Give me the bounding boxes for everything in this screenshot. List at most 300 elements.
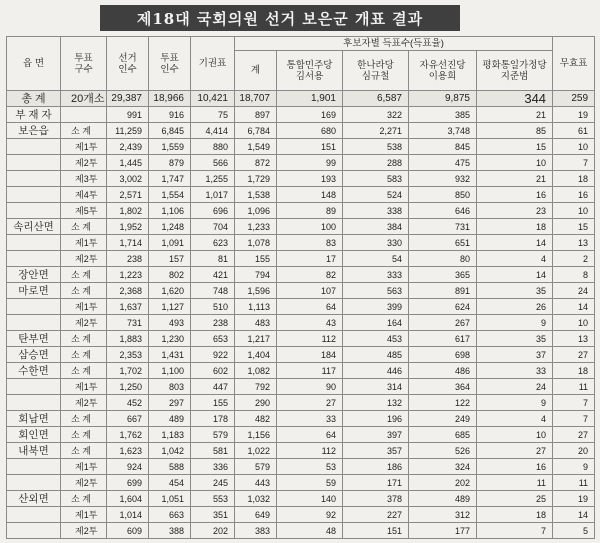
table-cell: 27	[477, 443, 553, 459]
table-cell: 731	[107, 315, 149, 331]
table-row	[7, 331, 595, 347]
table-cell: 164	[343, 315, 409, 331]
table-cell: 1,729	[235, 171, 277, 187]
table-cell	[7, 459, 61, 475]
table-cell: 510	[191, 299, 235, 315]
table-cell: 526	[409, 443, 477, 459]
table-cell: 1,404	[235, 347, 277, 363]
table-cell: 제2투	[61, 475, 107, 491]
table-row	[7, 427, 595, 443]
header-candidate-1: 통합민주당 김서용	[277, 51, 343, 91]
table-cell: 171	[343, 475, 409, 491]
table-cell: 259	[553, 91, 595, 107]
table-cell: 27	[553, 347, 595, 363]
table-cell: 1,604	[107, 491, 149, 507]
table-cell: 삼승면	[7, 347, 61, 363]
table-cell: 16	[477, 187, 553, 203]
table-cell: 112	[277, 443, 343, 459]
table-cell: 581	[191, 443, 235, 459]
table-cell: 37	[477, 347, 553, 363]
table-cell: 699	[107, 475, 149, 491]
table-cell: 891	[409, 283, 477, 299]
table-cell: 35	[477, 331, 553, 347]
table-row	[7, 459, 595, 475]
table-cell: 보은읍	[7, 123, 61, 139]
table-cell: 25	[477, 491, 553, 507]
table-cell: 169	[277, 107, 343, 123]
table-cell: 202	[409, 475, 477, 491]
table-cell: 748	[191, 283, 235, 299]
table-cell: 제5투	[61, 203, 107, 219]
table-cell: 155	[235, 251, 277, 267]
table-cell: 1,100	[149, 363, 191, 379]
table-cell: 마로면	[7, 283, 61, 299]
table-cell: 18	[477, 219, 553, 235]
table-cell: 7	[553, 411, 595, 427]
table-row	[7, 171, 595, 187]
table-cell: 112	[277, 331, 343, 347]
table-cell	[7, 235, 61, 251]
table-cell: 1,445	[107, 155, 149, 171]
table-row	[7, 91, 595, 107]
table-cell: 17	[277, 251, 343, 267]
table-cell: 485	[343, 347, 409, 363]
header-electors: 선거 인수	[107, 37, 149, 91]
table-cell: 13	[553, 331, 595, 347]
table-cell: 90	[277, 379, 343, 395]
table-row	[7, 443, 595, 459]
table-cell: 27	[553, 427, 595, 443]
table-cell: 802	[149, 267, 191, 283]
table-body	[7, 91, 595, 539]
table-cell	[61, 107, 107, 123]
table-cell: 151	[277, 139, 343, 155]
table-cell: 680	[277, 123, 343, 139]
table-cell	[7, 523, 61, 539]
table-header	[7, 37, 595, 91]
header-area: 읍 면	[7, 37, 61, 91]
table-cell: 27	[277, 395, 343, 411]
table-cell: 1,183	[149, 427, 191, 443]
header-total: 계	[235, 51, 277, 91]
table-cell: 238	[191, 315, 235, 331]
table-cell: 15	[477, 139, 553, 155]
table-row	[7, 251, 595, 267]
header-candidate-3: 자유선진당 이용희	[409, 51, 477, 91]
table-cell	[7, 251, 61, 267]
table-cell: 245	[191, 475, 235, 491]
table-cell: 18	[553, 171, 595, 187]
table-cell	[7, 139, 61, 155]
table-cell: 21	[477, 107, 553, 123]
table-cell: 524	[343, 187, 409, 203]
table-cell: 193	[277, 171, 343, 187]
table-cell: 소 계	[61, 219, 107, 235]
table-cell: 소 계	[61, 331, 107, 347]
table-cell: 소 계	[61, 443, 107, 459]
table-cell: 10,421	[191, 91, 235, 107]
table-row	[7, 363, 595, 379]
table-cell: 1,623	[107, 443, 149, 459]
table-cell: 1,559	[149, 139, 191, 155]
table-cell	[7, 395, 61, 411]
table-cell: 579	[235, 459, 277, 475]
table-cell: 397	[343, 427, 409, 443]
table-cell: 14	[477, 267, 553, 283]
table-cell: 238	[107, 251, 149, 267]
table-cell: 267	[409, 315, 477, 331]
table-cell: 소 계	[61, 491, 107, 507]
table-cell: 1,091	[149, 235, 191, 251]
table-cell: 538	[343, 139, 409, 155]
table-cell: 117	[277, 363, 343, 379]
table-cell: 1,538	[235, 187, 277, 203]
table-cell: 18,707	[235, 91, 277, 107]
table-cell: 696	[191, 203, 235, 219]
table-cell: 10	[553, 139, 595, 155]
table-cell: 653	[191, 331, 235, 347]
table-cell: 4,414	[191, 123, 235, 139]
table-row	[7, 283, 595, 299]
table-cell: 제2투	[61, 315, 107, 331]
table-cell: 731	[409, 219, 477, 235]
table-cell: 1,549	[235, 139, 277, 155]
table-cell: 9	[553, 459, 595, 475]
table-cell: 845	[409, 139, 477, 155]
table-cell: 140	[277, 491, 343, 507]
table-cell: 11,259	[107, 123, 149, 139]
table-cell: 7	[553, 155, 595, 171]
table-cell: 357	[343, 443, 409, 459]
table-cell: 64	[277, 427, 343, 443]
table-cell: 제1투	[61, 379, 107, 395]
table-cell: 99	[277, 155, 343, 171]
table-cell: 제2투	[61, 523, 107, 539]
table-cell: 553	[191, 491, 235, 507]
table-cell: 10	[553, 315, 595, 331]
table-cell: 61	[553, 123, 595, 139]
table-row	[7, 139, 595, 155]
table-cell: 794	[235, 267, 277, 283]
table-cell: 107	[277, 283, 343, 299]
table-cell: 579	[191, 427, 235, 443]
table-cell: 385	[409, 107, 477, 123]
table-cell: 646	[409, 203, 477, 219]
table-cell: 29,387	[107, 91, 149, 107]
table-cell: 8	[553, 267, 595, 283]
table-cell: 24	[553, 283, 595, 299]
table-cell: 제4투	[61, 187, 107, 203]
table-cell: 1,637	[107, 299, 149, 315]
table-cell: 2	[553, 251, 595, 267]
table-cell: 186	[343, 459, 409, 475]
table-cell: 1,032	[235, 491, 277, 507]
table-cell: 685	[409, 427, 477, 443]
table-cell: 483	[235, 315, 277, 331]
table-cell: 378	[343, 491, 409, 507]
table-cell: 33	[277, 411, 343, 427]
table-cell: 1,230	[149, 331, 191, 347]
table-cell: 1,017	[191, 187, 235, 203]
table-cell: 486	[409, 363, 477, 379]
table-cell: 872	[235, 155, 277, 171]
table-cell: 53	[277, 459, 343, 475]
table-cell: 399	[343, 299, 409, 315]
table-cell: 155	[191, 395, 235, 411]
header-candidate-group: 후보자별 득표수(득표율)	[235, 37, 553, 51]
table-cell: 83	[277, 235, 343, 251]
table-cell: 493	[149, 315, 191, 331]
table-cell: 1,078	[235, 235, 277, 251]
table-cell: 4	[477, 411, 553, 427]
table-cell: 489	[409, 491, 477, 507]
table-cell: 회인면	[7, 427, 61, 443]
table-row	[7, 203, 595, 219]
table-cell: 48	[277, 523, 343, 539]
results-table	[6, 36, 595, 539]
table-cell: 9	[477, 315, 553, 331]
table-row	[7, 187, 595, 203]
table-row	[7, 315, 595, 331]
table-cell: 803	[149, 379, 191, 395]
table-cell: 제1투	[61, 139, 107, 155]
table-cell: 81	[191, 251, 235, 267]
table-cell: 202	[191, 523, 235, 539]
table-cell: 623	[191, 235, 235, 251]
table-cell: 1,022	[235, 443, 277, 459]
table-row	[7, 155, 595, 171]
table-cell: 1,233	[235, 219, 277, 235]
table-cell: 24	[477, 379, 553, 395]
table-cell: 산외면	[7, 491, 61, 507]
table-cell: 333	[343, 267, 409, 283]
table-cell: 10	[553, 203, 595, 219]
table-cell	[7, 203, 61, 219]
table-cell: 35	[477, 283, 553, 299]
table-cell: 제3투	[61, 171, 107, 187]
table-cell: 151	[343, 523, 409, 539]
table-cell: 소 계	[61, 363, 107, 379]
table-cell: 14	[553, 299, 595, 315]
table-cell: 15	[553, 219, 595, 235]
table-cell: 609	[107, 523, 149, 539]
table-cell: 297	[149, 395, 191, 411]
table-cell: 26	[477, 299, 553, 315]
table-cell: 23	[477, 203, 553, 219]
table-cell: 663	[149, 507, 191, 523]
table-cell: 54	[343, 251, 409, 267]
table-cell: 2,353	[107, 347, 149, 363]
table-cell: 89	[277, 203, 343, 219]
table-cell: 1,014	[107, 507, 149, 523]
table-cell: 651	[409, 235, 477, 251]
table-cell: 384	[343, 219, 409, 235]
table-cell: 249	[409, 411, 477, 427]
table-cell	[7, 315, 61, 331]
table-cell: 649	[235, 507, 277, 523]
table-cell	[7, 171, 61, 187]
table-cell: 196	[343, 411, 409, 427]
table-cell: 2,439	[107, 139, 149, 155]
table-cell: 9	[477, 395, 553, 411]
table-cell: 563	[343, 283, 409, 299]
table-cell: 6,784	[235, 123, 277, 139]
table-cell: 897	[235, 107, 277, 123]
header-district: 투표 구수	[61, 37, 107, 91]
header-candidate-4: 평화통일가정당 지준범	[477, 51, 553, 91]
table-cell: 59	[277, 475, 343, 491]
table-cell: 1,217	[235, 331, 277, 347]
table-cell: 제2투	[61, 395, 107, 411]
table-cell: 11	[477, 475, 553, 491]
table-cell: 소 계	[61, 123, 107, 139]
table-cell: 총 계	[7, 91, 61, 107]
table-cell: 18,966	[149, 91, 191, 107]
table-cell: 1,096	[235, 203, 277, 219]
table-row	[7, 395, 595, 411]
table-cell: 447	[191, 379, 235, 395]
table-row	[7, 299, 595, 315]
table-cell: 1,113	[235, 299, 277, 315]
table-cell: 880	[191, 139, 235, 155]
table-cell: 19	[553, 491, 595, 507]
table-cell: 314	[343, 379, 409, 395]
table-cell: 장안면	[7, 267, 61, 283]
table-cell: 1,223	[107, 267, 149, 283]
table-cell: 속리산면	[7, 219, 61, 235]
table-cell: 421	[191, 267, 235, 283]
table-cell: 11	[553, 475, 595, 491]
table-cell: 제1투	[61, 235, 107, 251]
table-cell: 704	[191, 219, 235, 235]
table-cell: 85	[477, 123, 553, 139]
table-cell: 소 계	[61, 427, 107, 443]
table-row	[7, 523, 595, 539]
table-cell	[7, 379, 61, 395]
table-cell: 336	[191, 459, 235, 475]
table-cell: 1,883	[107, 331, 149, 347]
table-cell: 698	[409, 347, 477, 363]
table-cell: 588	[149, 459, 191, 475]
table-cell	[7, 187, 61, 203]
table-row	[7, 107, 595, 123]
table-cell: 443	[235, 475, 277, 491]
table-cell: 322	[343, 107, 409, 123]
table-cell: 80	[409, 251, 477, 267]
table-cell: 667	[107, 411, 149, 427]
table-cell: 21	[477, 171, 553, 187]
table-cell: 6,845	[149, 123, 191, 139]
table-cell: 제1투	[61, 507, 107, 523]
table-cell	[7, 475, 61, 491]
table-cell: 20개소	[61, 91, 107, 107]
table-cell: 1,952	[107, 219, 149, 235]
table-cell: 4	[477, 251, 553, 267]
table-cell: 1,747	[149, 171, 191, 187]
page-title: 제18대 국회의원 선거 보은군 개표 결과	[100, 5, 460, 31]
table-cell: 132	[343, 395, 409, 411]
table-cell: 1,127	[149, 299, 191, 315]
table-cell: 7	[477, 523, 553, 539]
table-cell	[7, 507, 61, 523]
table-cell: 148	[277, 187, 343, 203]
table-cell: 178	[191, 411, 235, 427]
table-cell: 453	[343, 331, 409, 347]
table-row	[7, 379, 595, 395]
table-cell: 1,714	[107, 235, 149, 251]
table-cell: 1,106	[149, 203, 191, 219]
table-cell: 소 계	[61, 347, 107, 363]
table-cell: 14	[477, 235, 553, 251]
table-cell: 1,051	[149, 491, 191, 507]
table-cell: 소 계	[61, 267, 107, 283]
table-cell: 177	[409, 523, 477, 539]
table-cell: 2,271	[343, 123, 409, 139]
table-cell: 583	[343, 171, 409, 187]
table-cell: 482	[235, 411, 277, 427]
table-cell: 850	[409, 187, 477, 203]
table-cell: 1,042	[149, 443, 191, 459]
table-cell: 19	[553, 107, 595, 123]
table-cell: 1,620	[149, 283, 191, 299]
table-cell: 부 재 자	[7, 107, 61, 123]
table-cell: 388	[149, 523, 191, 539]
table-cell: 122	[409, 395, 477, 411]
table-cell: 288	[343, 155, 409, 171]
table-cell: 364	[409, 379, 477, 395]
table-cell: 454	[149, 475, 191, 491]
table-row	[7, 267, 595, 283]
table-cell: 1,156	[235, 427, 277, 443]
table-cell: 1,596	[235, 283, 277, 299]
table-cell: 312	[409, 507, 477, 523]
table-cell: 제1투	[61, 299, 107, 315]
table-cell: 수한면	[7, 363, 61, 379]
table-cell: 3,748	[409, 123, 477, 139]
table-cell: 3,002	[107, 171, 149, 187]
table-cell: 1,554	[149, 187, 191, 203]
table-cell: 제2투	[61, 155, 107, 171]
table-cell: 9,875	[409, 91, 477, 107]
table-cell: 932	[409, 171, 477, 187]
table-cell: 6,587	[343, 91, 409, 107]
table-cell: 1,431	[149, 347, 191, 363]
table-cell	[7, 155, 61, 171]
table-row	[7, 475, 595, 491]
table-cell	[7, 299, 61, 315]
table-cell: 624	[409, 299, 477, 315]
table-cell: 33	[477, 363, 553, 379]
table-cell: 916	[149, 107, 191, 123]
table-cell: 227	[343, 507, 409, 523]
table-row	[7, 235, 595, 251]
table-cell: 11	[553, 379, 595, 395]
table-cell: 소 계	[61, 283, 107, 299]
table-cell: 991	[107, 107, 149, 123]
table-cell: 14	[553, 507, 595, 523]
table-cell: 1,082	[235, 363, 277, 379]
table-cell: 92	[277, 507, 343, 523]
table-cell: 365	[409, 267, 477, 283]
table-cell: 157	[149, 251, 191, 267]
table-cell: 64	[277, 299, 343, 315]
table-cell: 351	[191, 507, 235, 523]
table-cell: 탄부면	[7, 331, 61, 347]
table-cell: 100	[277, 219, 343, 235]
table-cell: 446	[343, 363, 409, 379]
table-cell: 1,901	[277, 91, 343, 107]
table-cell: 82	[277, 267, 343, 283]
